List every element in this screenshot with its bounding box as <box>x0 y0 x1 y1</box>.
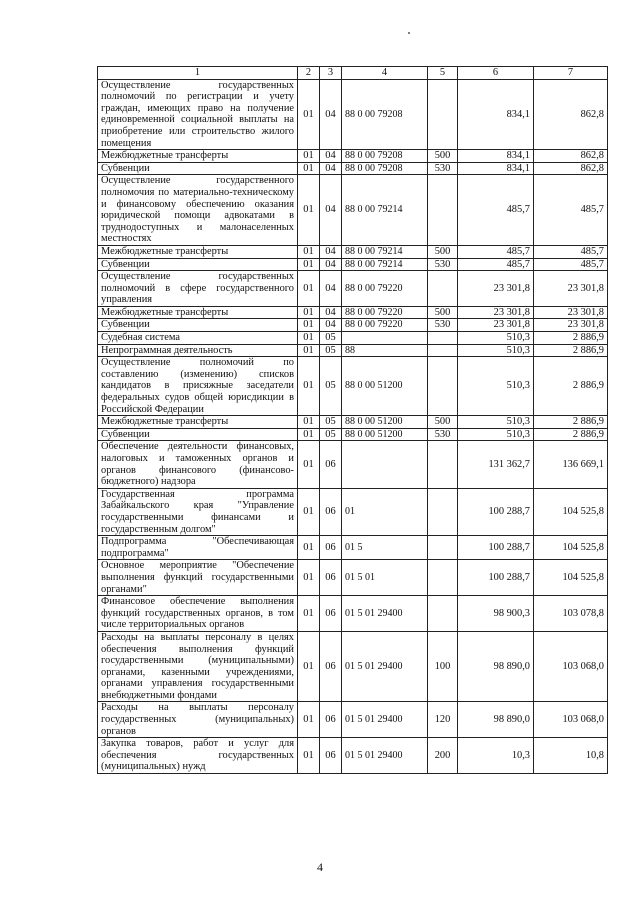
table-row <box>98 162 608 175</box>
row-name-cell: Межбюджетные трансферты <box>98 306 298 319</box>
target-article-cell: 01 5 01 29400 <box>342 738 428 774</box>
subsection-code-cell: 04 <box>320 258 342 271</box>
amount-year2-cell: 104 525,8 <box>534 536 608 560</box>
subsection-code-cell: 04 <box>320 162 342 175</box>
row-name-cell: Межбюджетные трансферты <box>98 416 298 429</box>
table-row <box>98 488 608 535</box>
subsection-code-cell: 04 <box>320 306 342 319</box>
row-name-cell: Обеспечение деятельности финансовых, налоговых и таможенных органов и органов финансового (финансово-бюджетного) надзора <box>98 441 298 488</box>
target-article-cell: 88 0 00 51200 <box>342 357 428 416</box>
section-code-cell: 01 <box>298 488 320 535</box>
amount-year1-cell: 510,3 <box>458 344 534 357</box>
row-name-cell: Основное мероприятие "Обеспечение выполнения функций государственными органами" <box>98 560 298 596</box>
section-code-cell: 01 <box>298 245 320 258</box>
expense-type-cell: 530 <box>428 319 458 332</box>
table-row <box>98 536 608 560</box>
row-name-cell: Осуществление государственных полномочий по регистрации и учету граждан, имеющих право на получение единовременной социальной выплаты на приобретение или строительство жилого помещения <box>98 79 298 150</box>
expense-type-cell: 530 <box>428 258 458 271</box>
subsection-code-cell: 06 <box>320 738 342 774</box>
amount-year1-cell: 131 362,7 <box>458 441 534 488</box>
expense-type-cell: 530 <box>428 428 458 441</box>
table-row <box>98 596 608 632</box>
section-code-cell: 01 <box>298 536 320 560</box>
row-name-cell: Осуществление государственного полномочия по материально-техническому и финансовому обеспечению оказания юридической помощи адвокатами в труднодоступных и малонаселенных местностях <box>98 175 298 246</box>
amount-year2-cell: 103 078,8 <box>534 596 608 632</box>
amount-year1-cell: 485,7 <box>458 245 534 258</box>
table-body <box>98 79 608 773</box>
header-cell: 6 <box>458 67 534 80</box>
subsection-code-cell: 06 <box>320 702 342 738</box>
row-name-cell: Субвенции <box>98 428 298 441</box>
expense-type-cell: 500 <box>428 150 458 163</box>
subsection-code-cell: 05 <box>320 416 342 429</box>
target-article-cell: 88 0 00 79220 <box>342 271 428 307</box>
target-article-cell: 01 5 01 29400 <box>342 631 428 702</box>
amount-year1-cell: 485,7 <box>458 258 534 271</box>
amount-year1-cell: 98 900,3 <box>458 596 534 632</box>
table-row <box>98 150 608 163</box>
row-name-cell: Межбюджетные трансферты <box>98 245 298 258</box>
amount-year1-cell: 23 301,8 <box>458 271 534 307</box>
section-code-cell: 01 <box>298 175 320 246</box>
amount-year1-cell: 100 288,7 <box>458 488 534 535</box>
table-row <box>98 560 608 596</box>
expense-type-cell <box>428 79 458 150</box>
expense-type-cell <box>428 175 458 246</box>
header-cell: 7 <box>534 67 608 80</box>
table-row <box>98 319 608 332</box>
expense-type-cell: 100 <box>428 631 458 702</box>
table-row <box>98 245 608 258</box>
expense-type-cell: 530 <box>428 162 458 175</box>
amount-year2-cell: 10,8 <box>534 738 608 774</box>
amount-year2-cell: 2 886,9 <box>534 416 608 429</box>
amount-year1-cell: 834,1 <box>458 150 534 163</box>
row-name-cell: Субвенции <box>98 319 298 332</box>
amount-year2-cell: 136 669,1 <box>534 441 608 488</box>
section-code-cell: 01 <box>298 596 320 632</box>
expense-type-cell <box>428 344 458 357</box>
target-article-cell <box>342 332 428 345</box>
amount-year2-cell: 23 301,8 <box>534 319 608 332</box>
amount-year1-cell: 98 890,0 <box>458 702 534 738</box>
amount-year2-cell: 485,7 <box>534 245 608 258</box>
expense-type-cell: 120 <box>428 702 458 738</box>
row-name-cell: Государственная программа Забайкальского края "Управление государственными финансами и государственным долгом" <box>98 488 298 535</box>
target-article-cell: 01 5 <box>342 536 428 560</box>
section-code-cell: 01 <box>298 416 320 429</box>
target-article-cell: 88 0 00 79214 <box>342 258 428 271</box>
section-code-cell: 01 <box>298 560 320 596</box>
row-name-cell: Субвенции <box>98 258 298 271</box>
section-code-cell: 01 <box>298 271 320 307</box>
row-name-cell: Осуществление государственных полномочий в сфере государственного управления <box>98 271 298 307</box>
amount-year2-cell: 862,8 <box>534 162 608 175</box>
subsection-code-cell: 05 <box>320 357 342 416</box>
target-article-cell: 01 <box>342 488 428 535</box>
table-row <box>98 344 608 357</box>
table-row <box>98 306 608 319</box>
target-article-cell: 88 0 00 79208 <box>342 79 428 150</box>
page-number: 4 <box>317 860 323 874</box>
expense-type-cell <box>428 536 458 560</box>
amount-year2-cell: 2 886,9 <box>534 332 608 345</box>
amount-year1-cell: 100 288,7 <box>458 560 534 596</box>
amount-year1-cell: 510,3 <box>458 416 534 429</box>
table-row <box>98 258 608 271</box>
expense-type-cell <box>428 596 458 632</box>
expense-type-cell <box>428 441 458 488</box>
expense-type-cell <box>428 488 458 535</box>
section-code-cell: 01 <box>298 344 320 357</box>
budget-table <box>97 66 608 774</box>
scan-speck <box>408 32 410 34</box>
amount-year2-cell: 104 525,8 <box>534 488 608 535</box>
section-code-cell: 01 <box>298 258 320 271</box>
amount-year1-cell: 23 301,8 <box>458 306 534 319</box>
target-article-cell: 01 5 01 29400 <box>342 596 428 632</box>
amount-year2-cell: 862,8 <box>534 79 608 150</box>
row-name-cell: Осуществление полномочий по составлению (изменению) списков кандидатов в присяжные заседатели федеральных судов общей юрисдикции в Российской Федерации <box>98 357 298 416</box>
section-code-cell: 01 <box>298 319 320 332</box>
target-article-cell: 01 5 01 <box>342 560 428 596</box>
subsection-code-cell: 06 <box>320 536 342 560</box>
amount-year1-cell: 510,3 <box>458 357 534 416</box>
target-article-cell: 88 0 00 79214 <box>342 175 428 246</box>
subsection-code-cell: 04 <box>320 271 342 307</box>
target-article-cell: 88 0 00 79214 <box>342 245 428 258</box>
subsection-code-cell: 05 <box>320 344 342 357</box>
row-name-cell: Межбюджетные трансферты <box>98 150 298 163</box>
section-code-cell: 01 <box>298 150 320 163</box>
amount-year2-cell: 103 068,0 <box>534 631 608 702</box>
subsection-code-cell: 06 <box>320 596 342 632</box>
row-name-cell: Судебная система <box>98 332 298 345</box>
subsection-code-cell: 05 <box>320 332 342 345</box>
expense-type-cell: 500 <box>428 245 458 258</box>
table-row <box>98 738 608 774</box>
amount-year2-cell: 23 301,8 <box>534 306 608 319</box>
header-cell: 5 <box>428 67 458 80</box>
amount-year1-cell: 23 301,8 <box>458 319 534 332</box>
amount-year2-cell: 485,7 <box>534 258 608 271</box>
subsection-code-cell: 06 <box>320 631 342 702</box>
amount-year1-cell: 98 890,0 <box>458 631 534 702</box>
table-row <box>98 357 608 416</box>
section-code-cell: 01 <box>298 79 320 150</box>
subsection-code-cell: 05 <box>320 428 342 441</box>
row-name-cell: Закупка товаров, работ и услуг для обеспечения государственных (муниципальных) нужд <box>98 738 298 774</box>
subsection-code-cell: 04 <box>320 245 342 258</box>
target-article-cell: 88 0 00 51200 <box>342 428 428 441</box>
section-code-cell: 01 <box>298 357 320 416</box>
amount-year1-cell: 100 288,7 <box>458 536 534 560</box>
header-cell: 3 <box>320 67 342 80</box>
subsection-code-cell: 06 <box>320 560 342 596</box>
subsection-code-cell: 04 <box>320 319 342 332</box>
target-article-cell <box>342 441 428 488</box>
expense-type-cell: 200 <box>428 738 458 774</box>
header-cell: 2 <box>298 67 320 80</box>
subsection-code-cell: 04 <box>320 79 342 150</box>
amount-year2-cell: 103 068,0 <box>534 702 608 738</box>
amount-year2-cell: 2 886,9 <box>534 428 608 441</box>
header-cell: 4 <box>342 67 428 80</box>
section-code-cell: 01 <box>298 441 320 488</box>
section-code-cell: 01 <box>298 702 320 738</box>
amount-year1-cell: 510,3 <box>458 428 534 441</box>
section-code-cell: 01 <box>298 306 320 319</box>
expense-type-cell <box>428 357 458 416</box>
amount-year2-cell: 2 886,9 <box>534 357 608 416</box>
subsection-code-cell: 06 <box>320 488 342 535</box>
table-row <box>98 79 608 150</box>
table-row <box>98 416 608 429</box>
target-article-cell: 88 0 00 79220 <box>342 306 428 319</box>
expense-type-cell <box>428 560 458 596</box>
target-article-cell: 88 <box>342 344 428 357</box>
amount-year1-cell: 834,1 <box>458 162 534 175</box>
target-article-cell: 01 5 01 29400 <box>342 702 428 738</box>
amount-year2-cell: 2 886,9 <box>534 344 608 357</box>
expense-type-cell <box>428 271 458 307</box>
target-article-cell: 88 0 00 79220 <box>342 319 428 332</box>
amount-year2-cell: 485,7 <box>534 175 608 246</box>
amount-year2-cell: 862,8 <box>534 150 608 163</box>
target-article-cell: 88 0 00 51200 <box>342 416 428 429</box>
section-code-cell: 01 <box>298 332 320 345</box>
section-code-cell: 01 <box>298 738 320 774</box>
row-name-cell: Непрограммная деятельность <box>98 344 298 357</box>
table-row <box>98 332 608 345</box>
table-row <box>98 702 608 738</box>
section-code-cell: 01 <box>298 631 320 702</box>
expense-type-cell: 500 <box>428 306 458 319</box>
amount-year2-cell: 104 525,8 <box>534 560 608 596</box>
table-row <box>98 271 608 307</box>
section-code-cell: 01 <box>298 162 320 175</box>
expense-type-cell <box>428 332 458 345</box>
target-article-cell: 88 0 00 79208 <box>342 150 428 163</box>
row-name-cell: Субвенции <box>98 162 298 175</box>
amount-year2-cell: 23 301,8 <box>534 271 608 307</box>
subsection-code-cell: 06 <box>320 441 342 488</box>
subsection-code-cell: 04 <box>320 175 342 246</box>
table-row <box>98 428 608 441</box>
amount-year1-cell: 485,7 <box>458 175 534 246</box>
subsection-code-cell: 04 <box>320 150 342 163</box>
row-name-cell: Расходы на выплаты персоналу в целях обеспечения выполнения функций государственными (муниципальными) органами, казенными учреждениями, органами управления государственными внебюджетными фондами <box>98 631 298 702</box>
section-code-cell: 01 <box>298 428 320 441</box>
expense-type-cell: 500 <box>428 416 458 429</box>
table-row <box>98 441 608 488</box>
target-article-cell: 88 0 00 79208 <box>342 162 428 175</box>
table-row <box>98 175 608 246</box>
amount-year1-cell: 510,3 <box>458 332 534 345</box>
row-name-cell: Подпрограмма "Обеспечивающая подпрограмма" <box>98 536 298 560</box>
header-cell: 1 <box>98 67 298 80</box>
table-header-row <box>98 67 608 80</box>
amount-year1-cell: 834,1 <box>458 79 534 150</box>
table-row <box>98 631 608 702</box>
row-name-cell: Финансовое обеспечение выполнения функций государственных органов, в том числе территориальных органов <box>98 596 298 632</box>
amount-year1-cell: 10,3 <box>458 738 534 774</box>
row-name-cell: Расходы на выплаты персоналу государственных (муниципальных) органов <box>98 702 298 738</box>
